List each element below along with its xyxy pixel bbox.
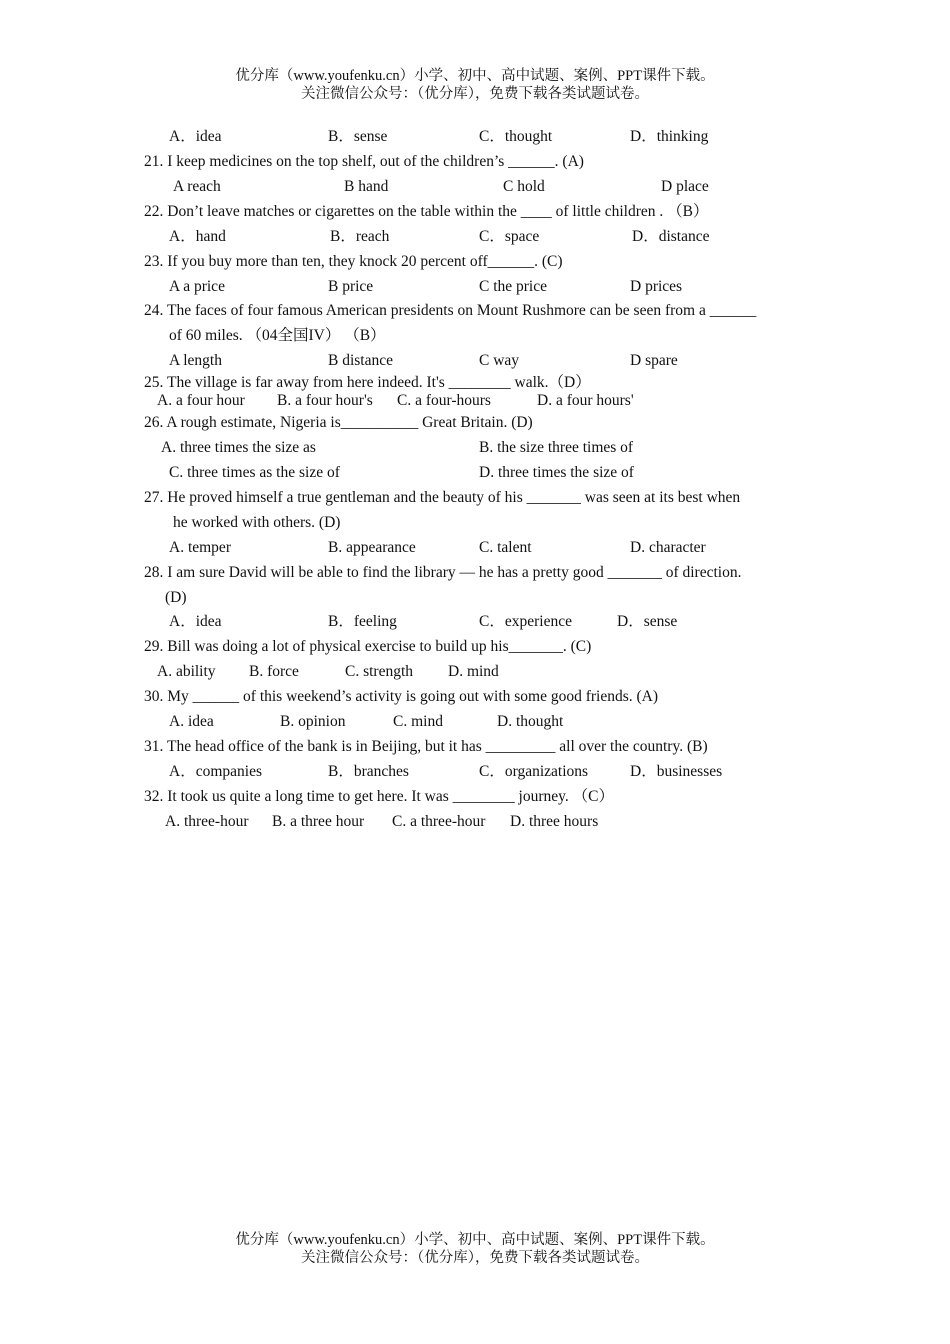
- option-a: A. ability: [157, 663, 216, 680]
- option-c: C the price: [479, 278, 548, 295]
- option-c: C．space: [479, 228, 540, 245]
- header-line-2: 关注微信公众号：（优分库），免费下载各类试题试卷。: [301, 86, 649, 102]
- question-stem: 27. He proved himself a true gentleman and the beauty of his _______ was seen at its best when: [144, 489, 741, 506]
- option-b: B. opinion: [280, 713, 346, 730]
- question-stem: 21. I keep medicines on the top shelf, out of the children’s ______. (A): [144, 153, 584, 170]
- option-b: B．reach: [330, 228, 390, 245]
- option-a: A. temper: [169, 539, 231, 556]
- option-b: B distance: [328, 352, 393, 369]
- option-d: D．thinking: [630, 128, 709, 145]
- option-c: C. a four-hours: [397, 392, 491, 409]
- option-b: B. force: [249, 663, 299, 680]
- option-b: B. appearance: [328, 539, 416, 556]
- option-c: C way: [479, 352, 520, 369]
- question-stem-continued: of 60 miles. （04全国IV） （B）: [169, 327, 386, 344]
- question-stem: 23. If you buy more than ten, they knock 20 percent off______. (C): [144, 253, 563, 270]
- option-c: C. three times as the size of: [169, 464, 340, 481]
- option-d: D place: [661, 178, 709, 195]
- page-footer: [0, 1231, 950, 1267]
- option-c: C. strength: [345, 663, 414, 680]
- option-d: D. character: [630, 539, 706, 556]
- page-header: [0, 67, 950, 103]
- option-d: D. a four hours': [537, 392, 634, 409]
- question-stem: 26. A rough estimate, Nigeria is__________ Great Britain. (D): [144, 414, 533, 431]
- option-a: A．idea: [169, 128, 222, 145]
- option-a: A. idea: [169, 713, 214, 730]
- option-b: B．sense: [328, 128, 388, 145]
- footer-line-1: 优分库（www.youfenku.cn）小学、初中、高中试题、案例、PPT课件下载。: [235, 1232, 715, 1248]
- option-d: D．sense: [617, 613, 678, 630]
- option-d: D. mind: [448, 663, 499, 680]
- option-a: A length: [169, 352, 222, 369]
- option-b: B．branches: [328, 763, 409, 780]
- option-a: A. three times the size as: [161, 439, 316, 456]
- question-stem: 28. I am sure David will be able to find the library — he has a pretty good _______ of direction.: [144, 564, 742, 581]
- option-d: D．distance: [632, 228, 710, 245]
- option-a: A reach: [173, 178, 221, 195]
- option-c: C. talent: [479, 539, 532, 556]
- option-c: C hold: [503, 178, 545, 195]
- option-d: D. three hours: [510, 813, 599, 830]
- question-stem: 29. Bill was doing a lot of physical exercise to build up his_______. (C): [144, 638, 592, 655]
- question-stem: 22. Don’t leave matches or cigarettes on the table within the ____ of little children . （B）: [144, 203, 709, 220]
- question-stem-continued: he worked with others. (D): [173, 514, 341, 531]
- option-a: A. three-hour: [165, 813, 249, 830]
- option-d: D. thought: [497, 713, 564, 730]
- question-stem: 30. My ______ of this weekend’s activity is going out with some good friends. (A): [144, 688, 659, 705]
- option-a: A．companies: [169, 763, 262, 780]
- question-stem: 25. The village is far away from here indeed. It's ________ walk.（D）: [144, 374, 591, 391]
- option-b: B price: [328, 278, 374, 295]
- option-b: B．feeling: [328, 613, 397, 630]
- option-d: D. three times the size of: [479, 464, 634, 481]
- option-c: C．thought: [479, 128, 553, 145]
- option-a: A．hand: [169, 228, 226, 245]
- option-d: D．businesses: [630, 763, 723, 780]
- option-b: B hand: [344, 178, 389, 195]
- option-a: A．idea: [169, 613, 222, 630]
- option-b: B. the size three times of: [479, 439, 634, 456]
- option-d: D prices: [630, 278, 683, 295]
- footer-line-2: 关注微信公众号：（优分库），免费下载各类试题试卷。: [301, 1250, 649, 1266]
- option-c: C．organizations: [479, 763, 589, 780]
- option-b: B. a four hour's: [277, 392, 373, 409]
- header-line-1: 优分库（www.youfenku.cn）小学、初中、高中试题、案例、PPT课件下载。: [235, 68, 715, 84]
- option-a: A. a four hour: [157, 392, 245, 409]
- option-d: D spare: [630, 352, 678, 369]
- question-stem-continued: (D): [165, 589, 187, 606]
- option-c: C. mind: [393, 713, 443, 730]
- option-c: C. a three-hour: [392, 813, 486, 830]
- question-stem: 24. The faces of four famous American presidents on Mount Rushmore can be seen from a ______: [144, 302, 757, 319]
- option-c: C．experience: [479, 613, 572, 630]
- option-b: B. a three hour: [272, 813, 365, 830]
- question-stem: 32. It took us quite a long time to get here. It was ________ journey. （C）: [144, 788, 614, 805]
- option-a: A a price: [169, 278, 225, 295]
- question-stem: 31. The head office of the bank is in Beijing, but it has _________ all over the country. (B): [144, 738, 708, 755]
